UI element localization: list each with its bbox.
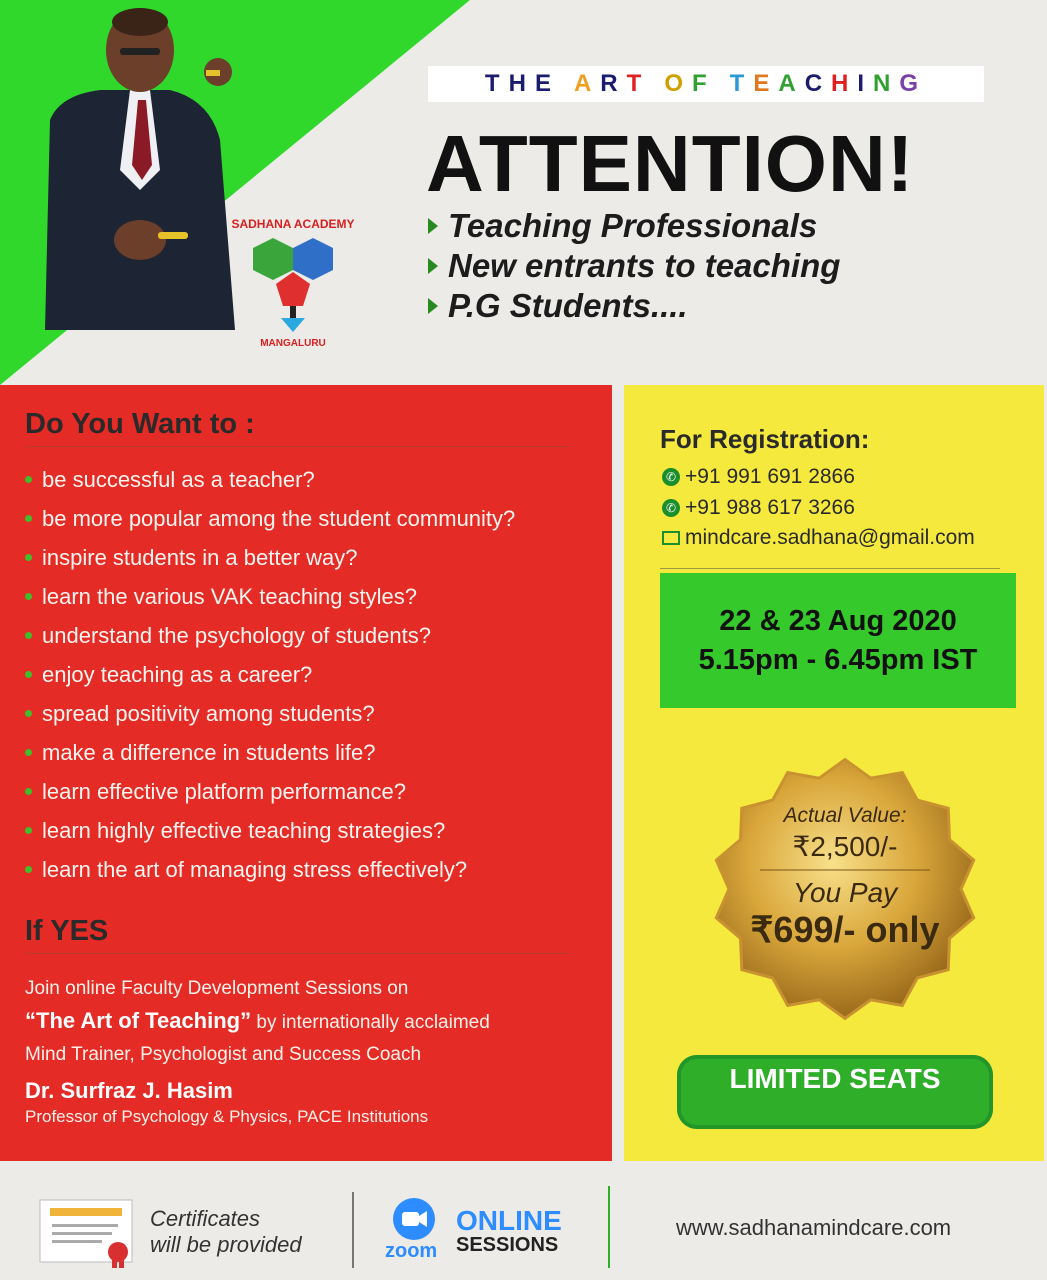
course-title-letter: E [753, 70, 779, 97]
course-title-letter: G [899, 70, 928, 97]
online-label: ONLINE [456, 1205, 562, 1236]
sessions-label: SESSIONS [456, 1234, 559, 1256]
question-text: learn highly effective teaching strategies? [42, 817, 446, 843]
question-item [25, 460, 605, 499]
sadhana-academy-logo [218, 210, 368, 350]
logo-top-text: SADHANA ACADEMY [231, 217, 355, 231]
audience-item [428, 286, 988, 326]
you-pay-value: ₹699/- only [750, 909, 940, 950]
course-title-letter: H [508, 70, 535, 97]
question-text: learn effective platform performance? [42, 778, 406, 804]
website-link[interactable]: www.sadhanamindcare.com [676, 1215, 952, 1240]
schedule-box [660, 573, 1016, 708]
question-text: learn the art of managing stress effectively? [42, 856, 468, 882]
course-title-letter: N [873, 70, 900, 97]
question-text: be successful as a teacher? [42, 466, 315, 492]
question-item [25, 577, 605, 616]
phone-number: +91 988 617 3266 [685, 496, 855, 519]
question-text: understand the psychology of students? [42, 622, 431, 648]
session-time: 5.15pm - 6.45pm IST [698, 644, 978, 676]
whatsapp-icon: ✆ [662, 499, 680, 517]
speaker-photo [20, 0, 250, 340]
divider [660, 568, 1000, 569]
questions-title: Do You Want to : [25, 408, 255, 440]
actual-value-label: Actual Value: [783, 804, 907, 827]
course-title-letter: O [664, 70, 692, 97]
course-title-letter: F [691, 70, 716, 97]
question-item [25, 733, 605, 772]
certificate-icon [38, 1198, 138, 1270]
bullet-icon [25, 788, 32, 795]
zoom-logo-text: zoom [385, 1240, 438, 1262]
session-date: 22 & 23 Aug 2020 [719, 605, 957, 637]
course-title-letter: A [778, 70, 805, 97]
phone-contact[interactable] [662, 465, 855, 489]
course-title-letter: I [857, 70, 874, 97]
bullet-icon [25, 671, 32, 678]
bullet-icon [25, 710, 32, 717]
whatsapp-icon: ✆ [662, 468, 680, 486]
join-line-2 [25, 1005, 595, 1039]
course-title-letter: T [484, 70, 509, 97]
phone-number: +91 991 691 2866 [685, 465, 855, 488]
question-item [25, 655, 605, 694]
phone-contact[interactable] [662, 496, 855, 520]
bullet-icon [25, 593, 32, 600]
join-line-2-rest: by internationally acclaimed [251, 1012, 490, 1033]
question-text: make a difference in students life? [42, 739, 376, 765]
trainer-role: Professor of Psychology & Physics, PACE Institutions [25, 1107, 429, 1126]
course-title-banner [428, 66, 984, 102]
question-item [25, 499, 605, 538]
question-item [25, 616, 605, 655]
course-title-letter: C [804, 70, 832, 97]
registration-title: For Registration: [660, 424, 870, 454]
course-title-letter: T [729, 70, 754, 97]
bullet-icon [25, 554, 32, 561]
question-text: be more popular among the student community? [42, 505, 516, 531]
bullet-icon [25, 827, 32, 834]
audience-item [428, 206, 988, 246]
join-line-1: Join online Faculty Development Sessions on [25, 978, 409, 999]
divider [25, 953, 570, 954]
price-badge [700, 752, 990, 1027]
course-quote: “The Art of Teaching” [25, 1008, 252, 1033]
course-title-letter: E [534, 70, 560, 97]
join-line-3: Mind Trainer, Psychologist and Success Coach [25, 1044, 422, 1065]
questions-list [25, 460, 605, 889]
question-item [25, 772, 605, 811]
join-text [25, 973, 595, 1071]
question-text: enjoy teaching as a career? [42, 661, 313, 687]
zoom-camera-icon [393, 1198, 435, 1240]
trainer-name: Dr. Surfraz J. Hasim [25, 1078, 233, 1103]
ifyes-title: If YES [25, 915, 109, 947]
logo-bottom-text: MANGALURU [260, 338, 326, 349]
email-address: mindcare.sadhana@gmail.com [685, 526, 975, 549]
divider [25, 446, 570, 447]
footer-divider [352, 1192, 354, 1268]
email-contact[interactable] [662, 526, 975, 550]
question-item [25, 694, 605, 733]
bullet-icon [25, 632, 32, 639]
arrow-icon [428, 298, 438, 314]
question-item [25, 538, 605, 577]
footer-divider [608, 1186, 610, 1268]
limited-seats-label: LIMITED SEATS [729, 1063, 941, 1094]
course-title-letter: T [626, 70, 651, 97]
you-pay-label: You Pay [792, 877, 898, 908]
question-item [25, 811, 605, 850]
bullet-icon [25, 515, 32, 522]
arrow-icon [428, 258, 438, 274]
course-title-letter: H [831, 70, 858, 97]
question-text: spread positivity among students? [42, 700, 375, 726]
audience-list [428, 206, 988, 326]
headline: ATTENTION! [426, 119, 915, 208]
actual-value: ₹2,500/- [792, 831, 898, 862]
certificate-line-2: will be provided [150, 1232, 302, 1257]
audience-label: Teaching Professionals [448, 207, 818, 244]
audience-label: New entrants to teaching [448, 247, 841, 284]
arrow-icon [428, 218, 438, 234]
certificate-line-1: Certificates [150, 1206, 261, 1231]
question-text: inspire students in a better way? [42, 544, 358, 570]
course-title-letter: A [573, 70, 601, 97]
question-text: learn the various VAK teaching styles? [42, 583, 418, 609]
bullet-icon [25, 476, 32, 483]
bullet-icon [25, 866, 32, 873]
audience-label: P.G Students.... [448, 287, 688, 324]
audience-item [428, 246, 988, 286]
bullet-icon [25, 749, 32, 756]
course-title-letter: R [600, 70, 627, 97]
question-item [25, 850, 605, 889]
mail-icon [662, 531, 680, 545]
certificate-text [150, 1206, 302, 1258]
